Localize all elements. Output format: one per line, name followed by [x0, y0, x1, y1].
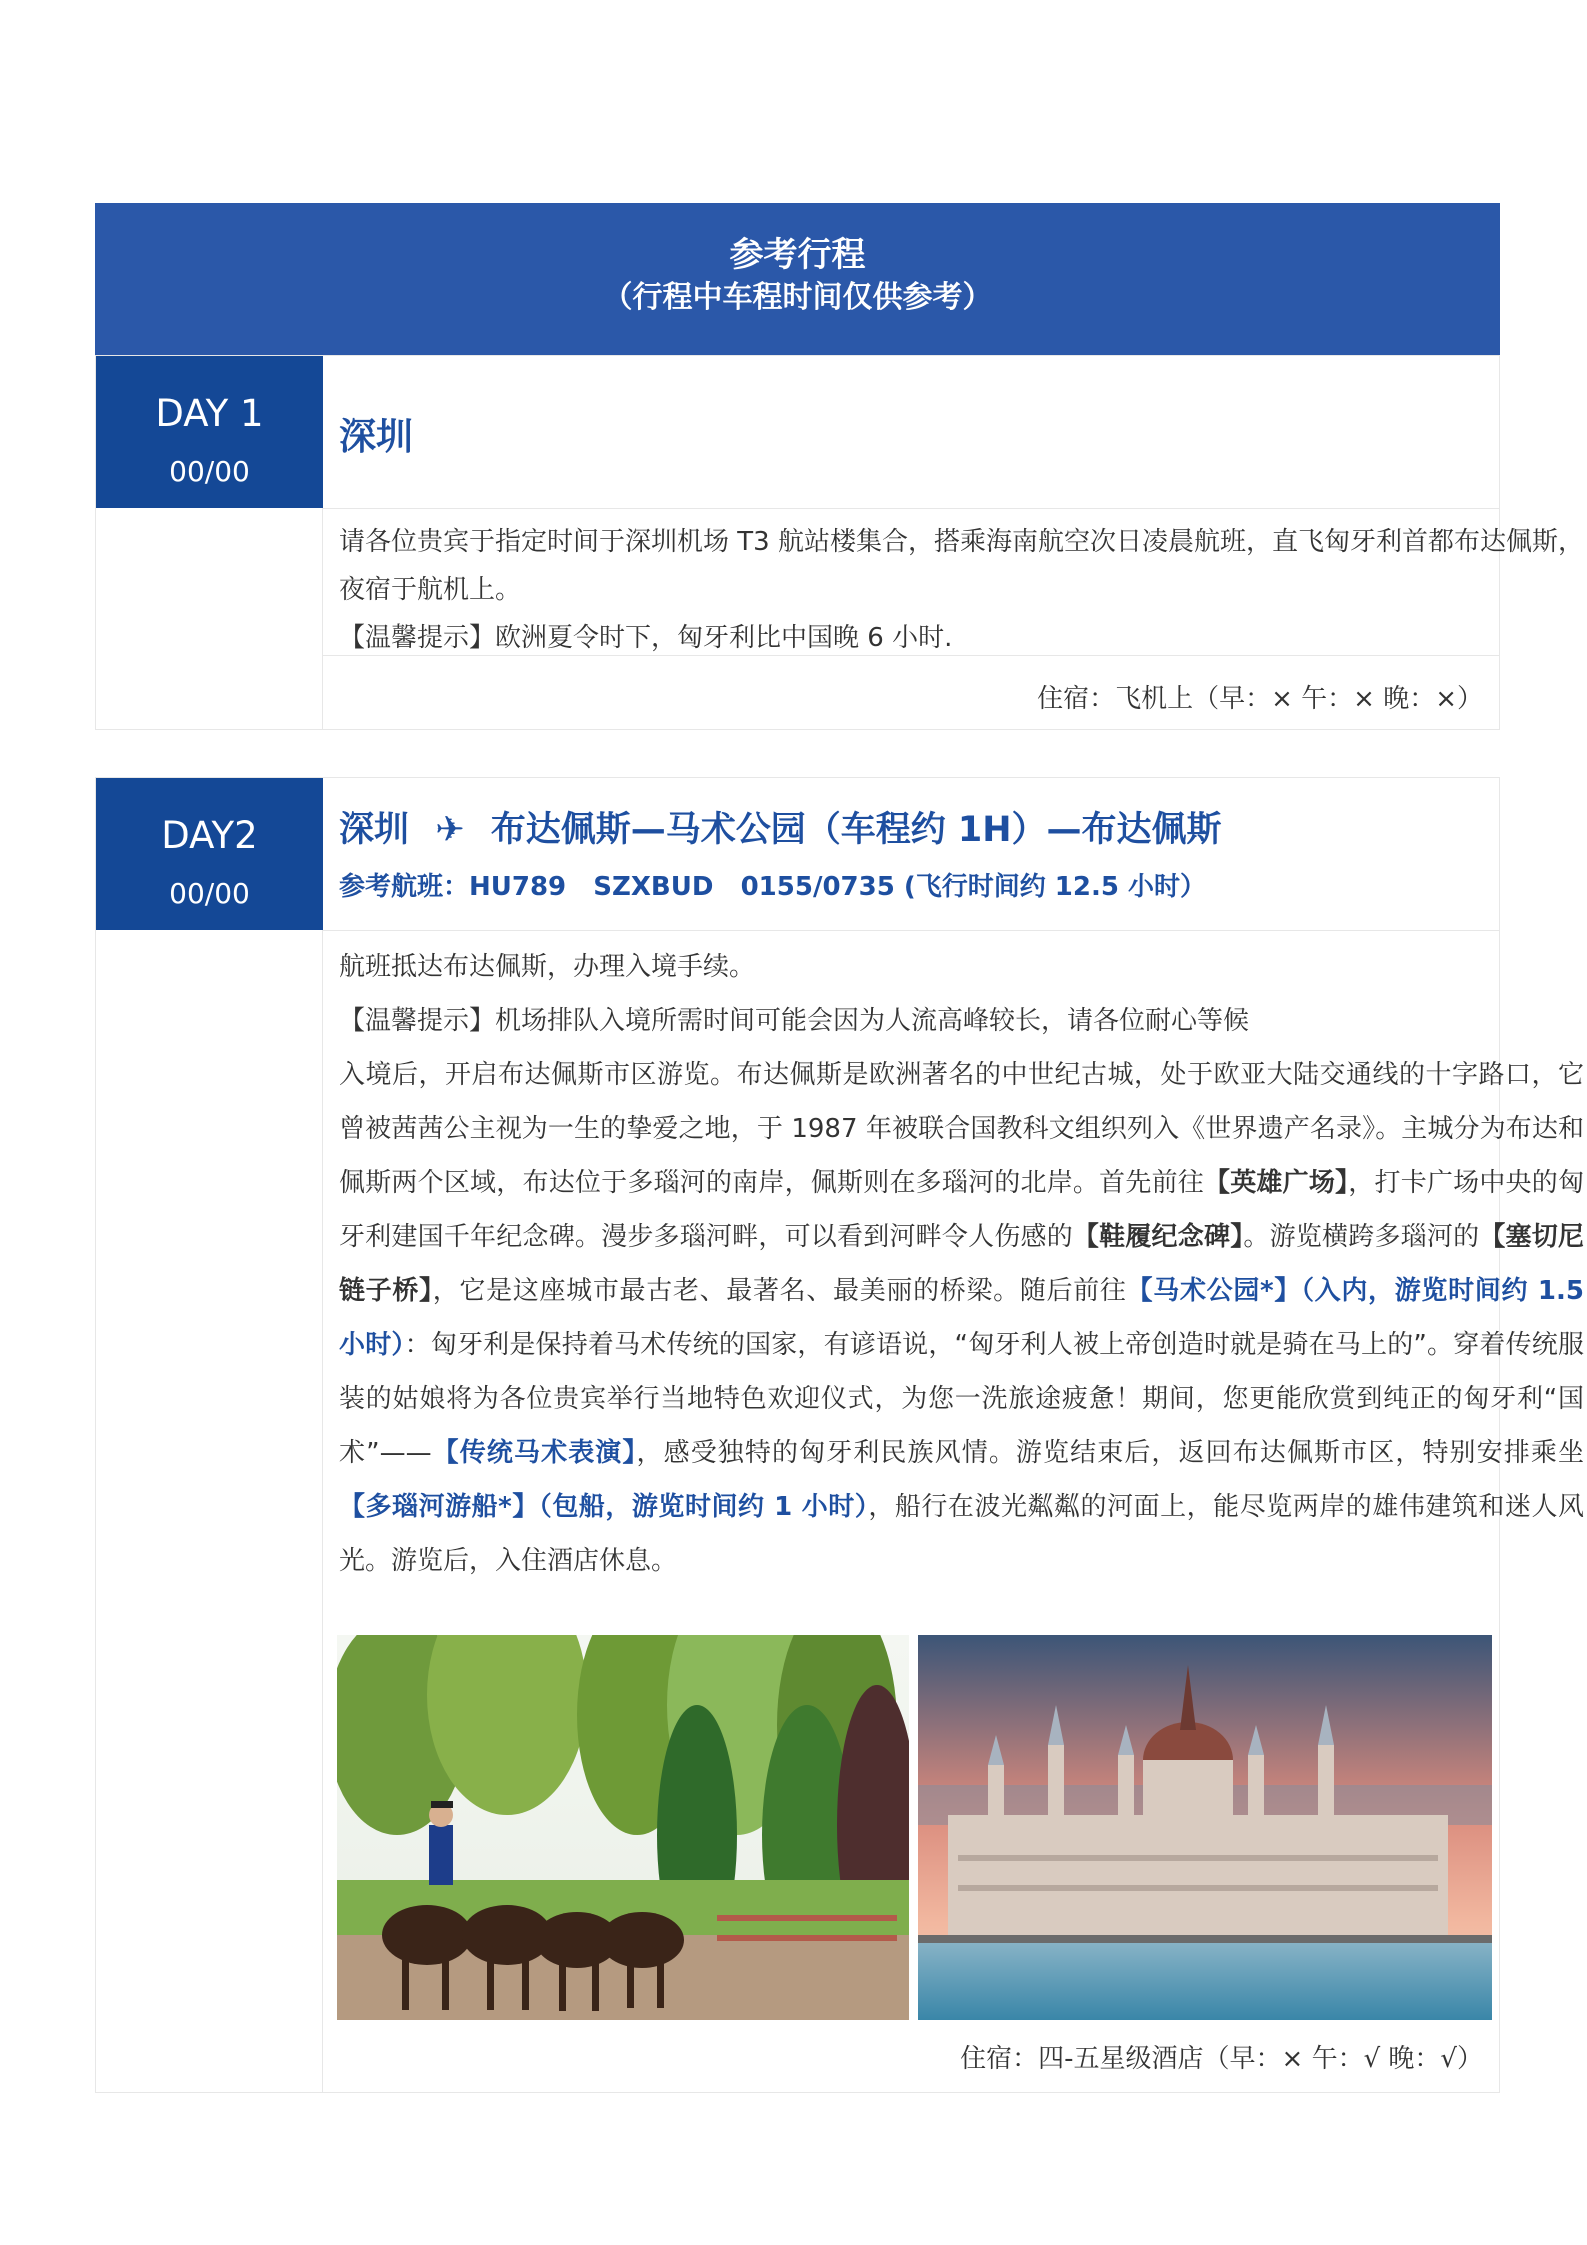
day2-description — [339, 940, 1584, 1588]
horse-show-photo — [337, 1635, 909, 2020]
divider — [322, 930, 1499, 931]
day1-date: 00/00 — [169, 455, 250, 488]
day2-title — [339, 802, 1222, 852]
banner-subtitle: （行程中车程时间仅供参考） — [602, 280, 993, 315]
itinerary-banner — [95, 203, 1500, 355]
divider — [322, 508, 1499, 509]
day2-label: DAY2 — [161, 814, 258, 857]
day1-badge — [96, 356, 323, 508]
parliament-photo — [918, 1635, 1492, 2020]
shoes-memorial: 【鞋履纪念碑】 — [1072, 1222, 1244, 1252]
day1-label: DAY 1 — [155, 392, 264, 435]
day1-tip: 【温馨提示】欧洲夏令时下，匈牙利比中国晚 6 小时. — [339, 623, 953, 653]
day2-tour: 入境后，开启布达佩斯市区游览。布达佩斯是欧洲著名的中世纪古城，处于欧亚大陆交通线的十字路口，它曾被茜茜公主视为一生的挚爱之地，于 1987 年被联合国教科文组织列入《世界遗产名录》。主城分为布达和佩斯两个区域，布达位于多瑙河的南岸，佩斯则在多瑙河的北岸。首先前往【英雄广场】，打卡广场中央的匈牙利建国千年纪念碑。漫步多瑙河畔，可以看到河畔令人伤感的【鞋履纪念碑】。游览横跨多瑙河的【塞切尼链子桥】，它是这座城市最古老、最著名、最美丽的桥梁。随后前往【马术公园*】（入内，游览时间约 1.5 小时）：匈牙利是保持着马术传统的国家，有谚语说，“匈牙利人被上帝创造时就是骑在马上的”。穿着传统服装的姑娘将为各位贵宾举行当地特色欢迎仪式，为您一洗旅途疲惫！期间，您更能欣赏到纯正的匈牙利“国术”——【传统马术表演】，感受独特的匈牙利民族风情。游览结束后，返回布达佩斯市区，特别安排乘坐【多瑙河游船*】（包船，游览时间约 1 小时），船行在波光粼粼的河面上，能尽览两岸的雄伟建筑和迷人风光。游览后，入住酒店休息。 — [339, 1060, 1584, 1576]
day2-section — [95, 777, 1584, 2093]
day1-paragraph-1: 请各位贵宾于指定时间于深圳机场 T3 航站楼集合，搭乘海南航空次日凌晨航班，直飞匈牙利首都布达佩斯，夜宿于航机上。 — [339, 527, 1584, 605]
chain-bridge: 【塞切尼链子桥】 — [339, 1222, 1584, 1306]
danube-cruise: 【多瑙河游船*】（包船，游览时间约 1 小时） — [339, 1492, 869, 1522]
sidebar-divider — [322, 778, 323, 2092]
day2-title-origin: 深圳 — [339, 810, 410, 850]
day2-arrival: 航班抵达布达佩斯，办理入境手续。 — [339, 952, 756, 982]
plane-icon: ✈ — [435, 810, 465, 850]
day1-stay: 住宿：飞机上（早：× 午：× 晚：×） — [1037, 684, 1483, 714]
day1-title: 深圳 — [339, 415, 413, 458]
day2-tip: 【温馨提示】机场排队入境所需时间可能会因为人流高峰较长，请各位耐心等候 — [339, 1006, 1250, 1036]
day2-stay: 住宿：四-五星级酒店（早：× 午：√ 晚：√） — [960, 2044, 1483, 2074]
horse-show: 【传统马术表演】 — [431, 1438, 637, 1468]
day1-description — [339, 518, 1584, 662]
hero-square: 【英雄广场】 — [1204, 1168, 1349, 1198]
divider — [322, 655, 1499, 656]
day2-flight: 参考航班：HU789 SZXBUD 0155/0735 (飞行时间约 12.5 小时） — [339, 872, 1207, 902]
day2-badge — [96, 778, 323, 930]
day1-section — [95, 355, 1584, 730]
day2-title-route: 布达佩斯—马术公园（车程约 1H）—布达佩斯 — [490, 810, 1222, 850]
horse-park: 【马术公园*】（入内，游览时间约 1.5 小时） — [339, 1276, 1584, 1360]
banner-title: 参考行程 — [729, 235, 866, 275]
day2-date: 00/00 — [169, 877, 250, 910]
